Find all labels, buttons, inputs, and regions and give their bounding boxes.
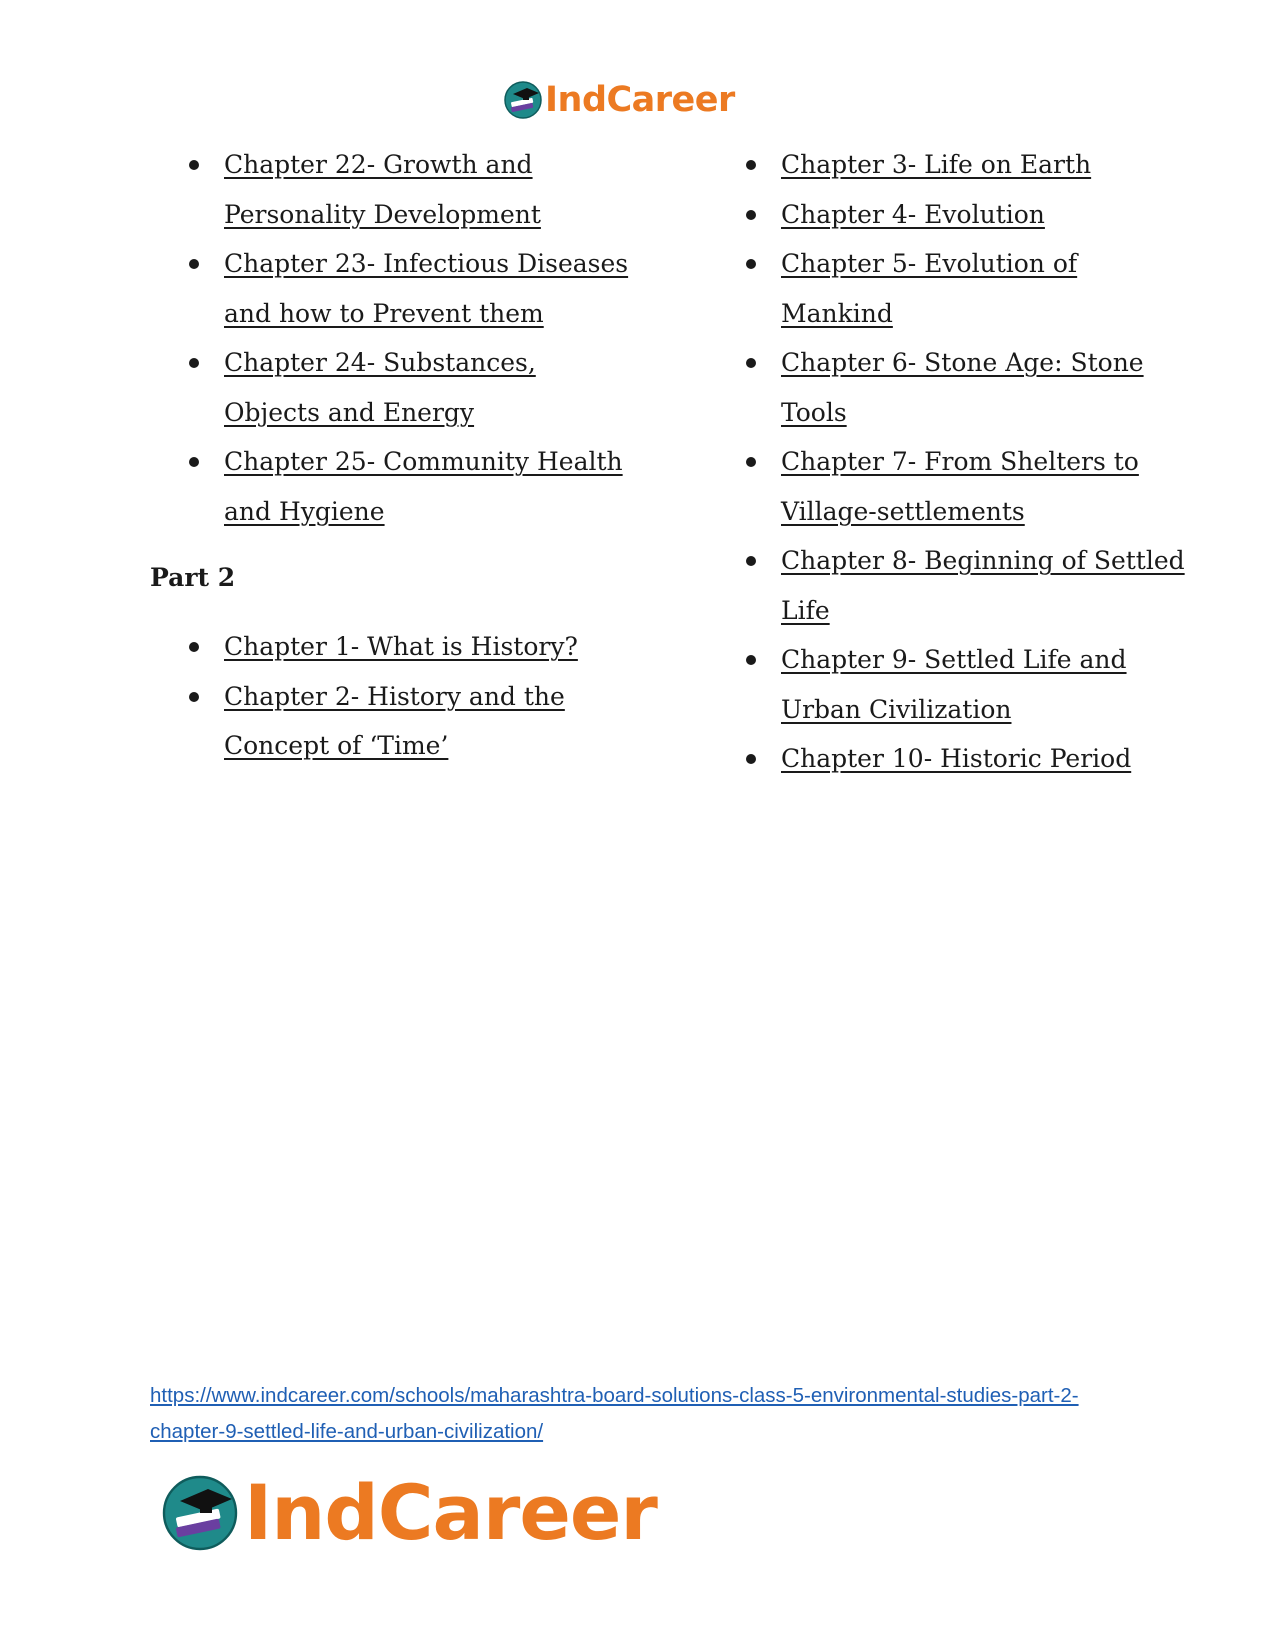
chapter-link[interactable]: Chapter 1- What is History? (224, 632, 578, 661)
header-logo (503, 80, 735, 120)
list-item (150, 437, 630, 536)
chapter-list-part2 (150, 622, 630, 771)
left-column (150, 140, 630, 771)
right-column (707, 140, 1187, 784)
list-item (150, 239, 630, 338)
list-item (150, 622, 630, 672)
list-item (707, 536, 1187, 635)
chapter-link[interactable]: Chapter 9- Settled Life and Urban Civilization (781, 645, 1127, 724)
chapter-link[interactable]: Chapter 24- Substances, Objects and Energy (224, 348, 536, 427)
chapter-link[interactable]: Chapter 7- From Shelters to Village-settlements (781, 447, 1139, 526)
list-item (150, 140, 630, 239)
list-item (707, 635, 1187, 734)
chapter-link[interactable]: Chapter 10- Historic Period (781, 744, 1132, 773)
chapter-link[interactable]: Chapter 23- Infectious Diseases and how to Prevent them (224, 249, 629, 328)
chapter-list-right (707, 140, 1187, 784)
list-item (707, 190, 1187, 240)
chapter-link[interactable]: Chapter 25- Community Health and Hygiene (224, 447, 623, 526)
chapter-link[interactable]: Chapter 3- Life on Earth (781, 150, 1092, 179)
footer-logo (160, 1468, 657, 1557)
list-item (707, 437, 1187, 536)
graduation-book-icon (503, 80, 543, 120)
chapter-link[interactable]: Chapter 22- Growth and Personality Development (224, 150, 541, 229)
list-item (150, 672, 630, 771)
part-2-heading: Part 2 (150, 563, 236, 592)
list-item (150, 338, 630, 437)
footer-url-block (150, 1378, 1150, 1450)
list-item (707, 338, 1187, 437)
list-item (707, 239, 1187, 338)
chapter-link[interactable]: Chapter 8- Beginning of Settled Life (781, 546, 1185, 625)
chapter-link[interactable]: Chapter 6- Stone Age: Stone Tools (781, 348, 1144, 427)
list-item (707, 734, 1187, 784)
source-url-link[interactable]: https://www.indcareer.com/schools/maharashtra-board-solutions-class-5-environmental-studies-part-2-chapter-9-settled-life-and-urban-civilization/ (150, 1384, 1079, 1443)
logo-wordmark: IndCareer (545, 80, 735, 120)
graduation-book-icon (160, 1473, 240, 1553)
chapter-list-part1 (150, 140, 630, 536)
chapter-link[interactable]: Chapter 5- Evolution of Mankind (781, 249, 1078, 328)
chapter-link[interactable]: Chapter 4- Evolution (781, 199, 1045, 229)
list-item (707, 140, 1187, 190)
chapter-link[interactable]: Chapter 2- History and the Concept of ‘Time’ (224, 681, 565, 760)
logo-wordmark: IndCareer (244, 1468, 657, 1557)
